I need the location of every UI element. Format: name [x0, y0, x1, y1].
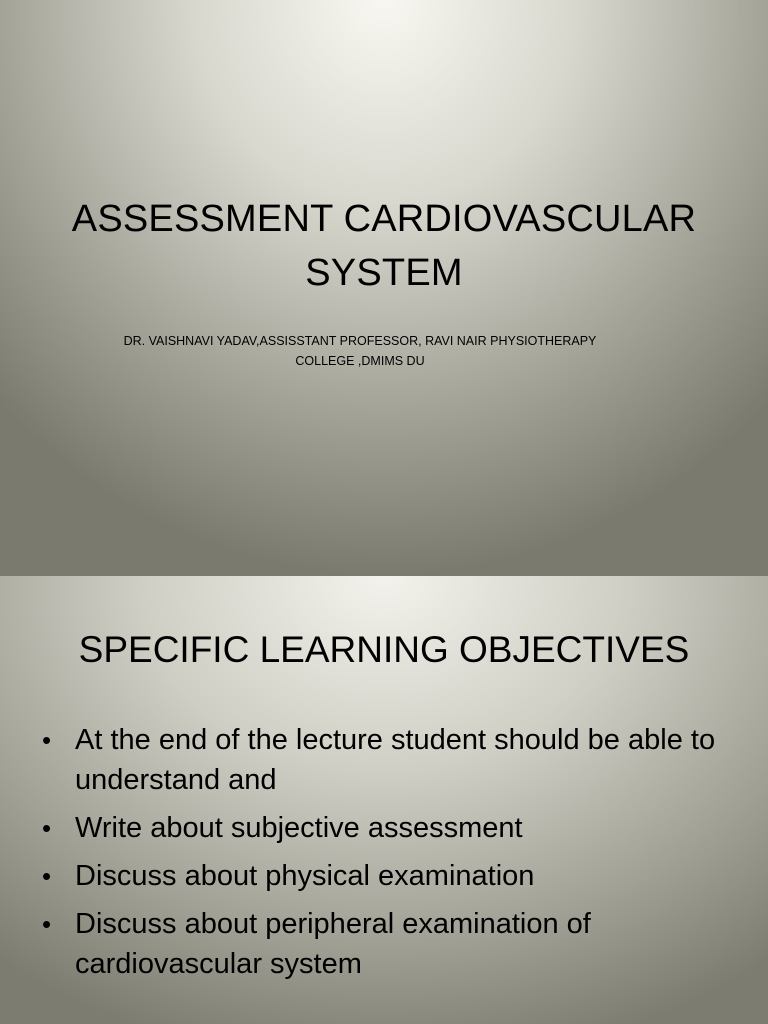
- list-item: [40, 720, 720, 800]
- slide-title: SPECIFIC LEARNING OBJECTIVES: [78, 629, 690, 670]
- bullet-text: Write about subjective assessment: [75, 812, 523, 844]
- bullet-text: Discuss about peripheral examination of cardiovascular system: [75, 908, 591, 980]
- list-item: [40, 904, 720, 984]
- bullet-text: At the end of the lecture student should be able to understand and: [75, 724, 716, 796]
- bullet-icon: •: [42, 861, 52, 891]
- bullet-icon: •: [42, 725, 52, 755]
- objectives-slide: [0, 576, 768, 1024]
- bullet-icon: •: [42, 909, 52, 939]
- slide-title-line: ASSESSMENT CARDIOVASCULAR: [71, 198, 697, 240]
- list-item: [40, 856, 720, 896]
- slide-title-line: SYSTEM: [305, 252, 463, 294]
- bullet-text: Discuss about physical examination: [75, 860, 535, 892]
- bullet-list: [40, 720, 720, 992]
- slide-subtitle-line: DR. VAISHNAVI YADAV,ASSISSTANT PROFESSOR, RAVI NAIR PHYSIOTHERAPY: [123, 334, 597, 348]
- slide-subtitle-line: COLLEGE ,DMIMS DU: [295, 354, 425, 368]
- list-item: [40, 808, 720, 848]
- bullet-icon: •: [42, 813, 52, 843]
- slide-subtitle: [60, 331, 660, 371]
- slide-title: [0, 192, 768, 300]
